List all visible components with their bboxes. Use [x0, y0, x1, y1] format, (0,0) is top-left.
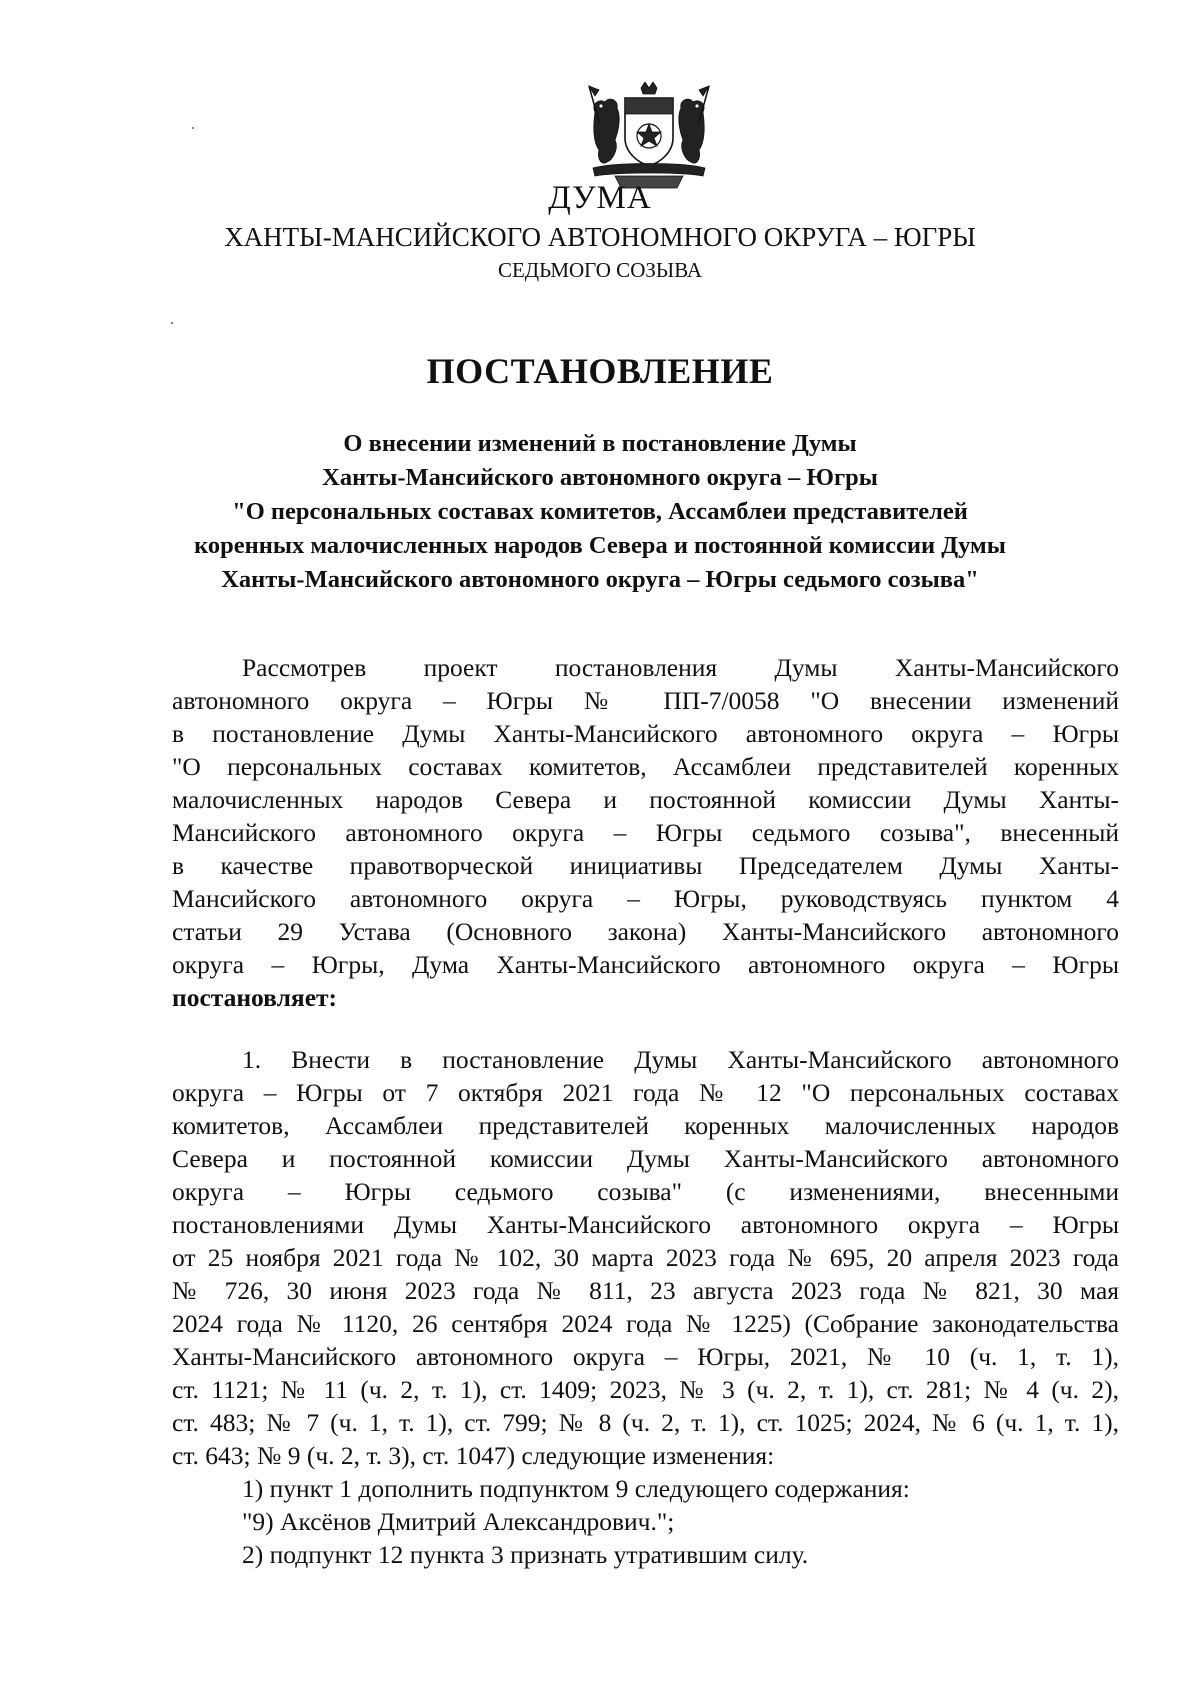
item-1-line: № 726, 30 июня 2023 года № 811, 23 августа 2023 года № 821, 30 мая [172, 1276, 1119, 1305]
preamble-line: малочисленных народов Севера и постоянной комиссии Думы Ханты- [172, 785, 1119, 814]
item-1-line: Севера и постоянной комиссии Думы Ханты-Мансийского автономного [172, 1144, 1119, 1173]
subitem-line: 1) пункт 1 дополнить подпунктом 9 следующего содержания: [242, 1474, 910, 1503]
title-line: О внесении изменений в постановление Думы [343, 430, 857, 457]
item-1-line: ст. 1121; № 11 (ч. 2, т. 1), ст. 1409; 2023, № 3 (ч. 2, т. 1), ст. 281; № 4 (ч. 2), [172, 1375, 1119, 1404]
preamble-closing: постановляет: [172, 983, 338, 1012]
title-line: коренных малочисленных народов Севера и постоянной комиссии Думы [194, 532, 1006, 559]
item-1-line: от 25 ноября 2021 года № 102, 30 марта 2023 года № 695, 20 апреля 2023 года [172, 1243, 1119, 1272]
item-1-paragraph [172, 1043, 1119, 1571]
subitem-line: "9) Аксёнов Дмитрий Александрович."; [242, 1507, 675, 1536]
preamble-line: Мансийского автономного округа – Югры, руководствуясь пунктом 4 [172, 884, 1119, 913]
item-1-line: Ханты-Мансийского автономного округа – Югры, 2021, № 10 (ч. 1, т. 1), [172, 1342, 1119, 1371]
preamble-line: статьи 29 Устава (Основного закона) Ханты-Мансийского автономного [172, 917, 1119, 946]
item-1-line: комитетов, Ассамблеи представителей коренных малочисленных народов [172, 1111, 1119, 1140]
title-line: Ханты-Мансийского автономного округа – Югры седьмого созыва" [221, 566, 979, 593]
subitem-line: 2) подпункт 12 пункта 3 признать утратившим силу. [242, 1540, 809, 1569]
preamble-line: Рассмотрев проект постановления Думы Ханты-Мансийского [242, 653, 1119, 682]
item-1-line: округа – Югры седьмого созыва" (с изменениями, внесенными [172, 1177, 1119, 1206]
document-type-heading: ПОСТАНОВЛЕНИЕ [426, 351, 774, 391]
item-1-line: ст. 483; № 7 (ч. 1, т. 1), ст. 799; № 8 (ч. 2, т. 1), ст. 1025; 2024, № 6 (ч. 1, т. 1), [172, 1408, 1119, 1437]
preamble-paragraph [172, 651, 1119, 1014]
item-1-line: 1. Внести в постановление Думы Ханты-Мансийского автономного [242, 1045, 1119, 1074]
item-1-line: округа – Югры от 7 октября 2021 года № 12 "О персональных составах [172, 1078, 1119, 1107]
scan-speck [171, 322, 173, 324]
item-1-line: постановлениями Думы Ханты-Мансийского автономного округа – Югры [172, 1210, 1119, 1239]
document-title [120, 427, 1080, 597]
okrug-heading: ХАНТЫ-МАНСИЙСКОГО АВТОНОМНОГО ОКРУГА – ЮГРЫ [224, 222, 976, 252]
item-1-last-line: ст. 643; № 9 (ч. 2, т. 3), ст. 1047) следующие изменения: [172, 1441, 775, 1470]
preamble-line: округа – Югры, Дума Ханты-Мансийского автономного округа – Югры [172, 950, 1119, 979]
duma-heading: ДУМА [548, 180, 652, 216]
title-line: Ханты-Мансийского автономного округа – Югры [322, 464, 878, 491]
preamble-line: в качестве правотворческой инициативы Председателем Думы Ханты- [172, 851, 1119, 880]
sozyv-heading: СЕДЬМОГО СОЗЫВА [497, 258, 703, 282]
item-1-line: 2024 года № 1120, 26 сентября 2024 года № 1225) (Собрание законодательства [172, 1309, 1119, 1338]
preamble-line: автономного округа – Югры № ПП-7/0058 "О внесении изменений [172, 686, 1119, 715]
title-line: "О персональных составах комитетов, Ассамблеи представителей [232, 498, 968, 525]
preamble-line: Мансийского автономного округа – Югры седьмого созыва", внесенный [172, 818, 1119, 847]
preamble-line: "О персональных составах комитетов, Ассамблеи представителей коренных [172, 752, 1119, 781]
preamble-line: в постановление Думы Ханты-Мансийского автономного округа – Югры [172, 719, 1119, 748]
scan-speck [192, 127, 194, 129]
coat-of-arms-emblem [585, 82, 713, 190]
